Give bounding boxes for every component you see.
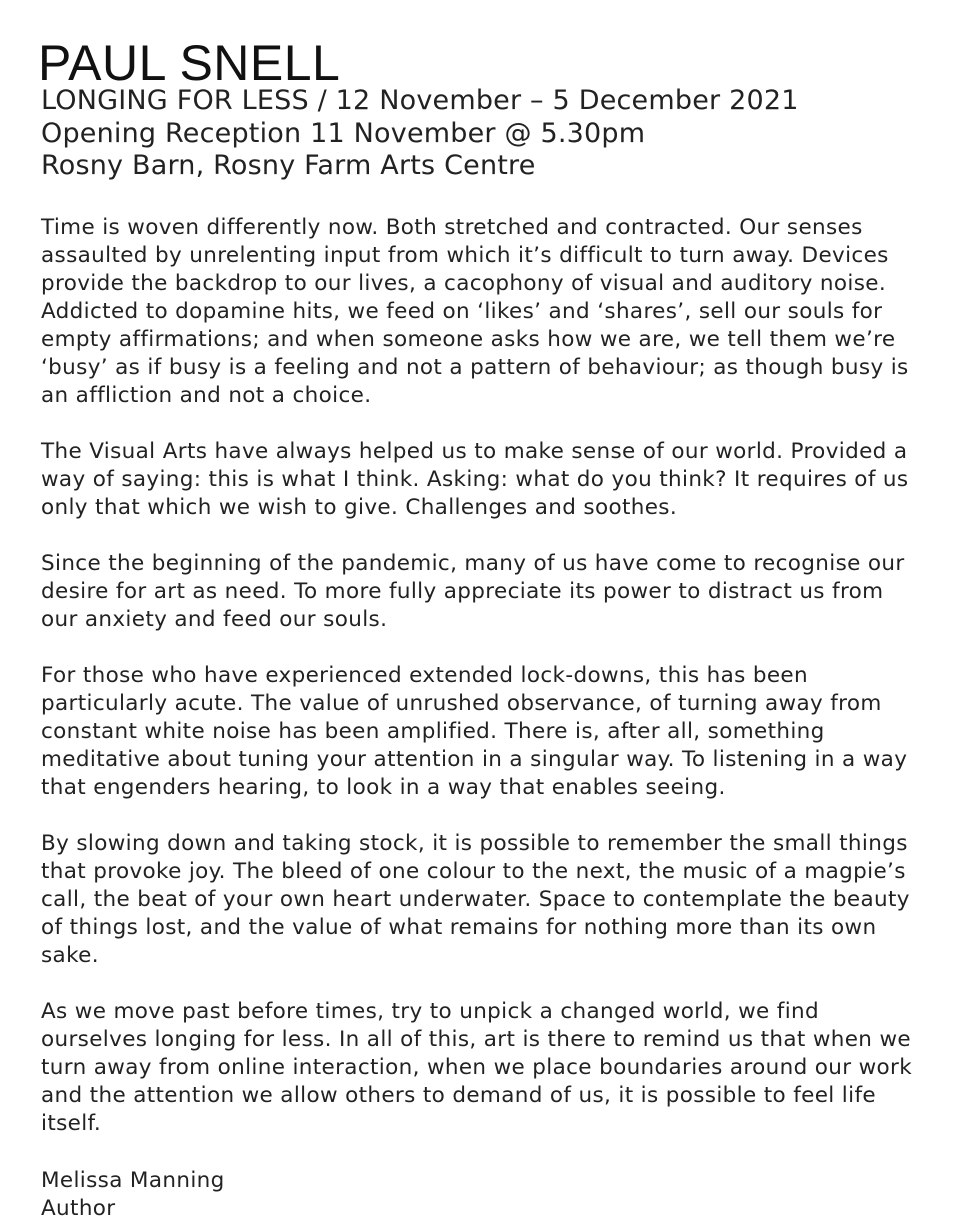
text-line: desire for art as need. To more fully appreciate its power to distract us from — [41, 579, 884, 604]
text-line: our anxiety and feed our souls. — [41, 607, 388, 632]
text-line: constant white noise has been amplified. There is, after all, something — [41, 719, 825, 744]
text-line: itself. — [41, 1111, 102, 1136]
text-line: provide the backdrop to our lives, a cacophony of visual and auditory noise. — [41, 271, 887, 296]
paragraph — [41, 550, 966, 634]
text-line: ourselves longing for less. In all of this, art is there to remind us that when we — [41, 1027, 911, 1052]
text-line: For those who have experienced extended lock-downs, this has been — [41, 663, 808, 688]
text-line: The Visual Arts have always helped us to make sense of our world. Provided a — [41, 439, 908, 464]
text-line: empty affirmations; and when someone asks how we are, we tell them we’re — [41, 327, 896, 352]
author-name: Melissa Manning — [41, 1168, 225, 1193]
opening-reception: Opening Reception 11 November @ 5.30pm — [41, 117, 646, 149]
text-line: Addicted to dopamine hits, we feed on ‘likes’ and ‘shares’, sell our souls for — [41, 299, 883, 324]
exhibition-title-dates: LONGING FOR LESS / 12 November – 5 December 2021 — [41, 85, 799, 116]
paragraph — [41, 830, 966, 970]
text-line: particularly acute. The value of unrushed observance, of turning away from — [41, 691, 882, 716]
text-line: By slowing down and taking stock, it is possible to remember the small things — [41, 831, 908, 856]
text-line: and the attention we allow others to demand of us, it is possible to feel life — [41, 1083, 876, 1108]
text-line: sake. — [41, 943, 99, 968]
text-line: As we move past before times, try to unpick a changed world, we find — [41, 999, 820, 1024]
text-line: an affliction and not a choice. — [41, 383, 372, 408]
text-line: that engenders hearing, to look in a way that enables seeing. — [41, 775, 726, 800]
text-line: Time is woven differently now. Both stretched and contracted. Our senses — [41, 215, 863, 240]
exhibition-header — [41, 85, 961, 183]
paragraph — [41, 438, 966, 522]
text-line: way of saying: this is what I think. Asking: what do you think? It requires of us — [41, 467, 909, 492]
essay-body — [41, 214, 966, 1166]
paragraph — [41, 662, 966, 802]
text-line: assaulted by unrelenting input from which it’s difficult to turn away. Devices — [41, 243, 889, 268]
author-role: Author — [41, 1196, 116, 1221]
text-line: of things lost, and the value of what remains for nothing more than its own — [41, 915, 877, 940]
text-line: ‘busy’ as if busy is a feeling and not a pattern of behaviour; as though busy is — [41, 355, 909, 380]
text-line: meditative about tuning your attention in a singular way. To listening in a way — [41, 747, 908, 772]
text-line: that provoke joy. The bleed of one colour to the next, the music of a magpie’s — [41, 859, 906, 884]
artist-name-title: PAUL SNELL — [38, 34, 341, 91]
text-line: Since the beginning of the pandemic, many of us have come to recognise our — [41, 551, 905, 576]
text-line: call, the beat of your own heart underwater. Space to contemplate the beauty — [41, 887, 910, 912]
text-line: only that which we wish to give. Challenges and soothes. — [41, 495, 678, 520]
paragraph — [41, 998, 966, 1138]
paragraph — [41, 214, 966, 410]
author-signature — [41, 1167, 225, 1223]
venue: Rosny Barn, Rosny Farm Arts Centre — [41, 150, 536, 181]
text-line: turn away from online interaction, when we place boundaries around our work — [41, 1055, 913, 1080]
